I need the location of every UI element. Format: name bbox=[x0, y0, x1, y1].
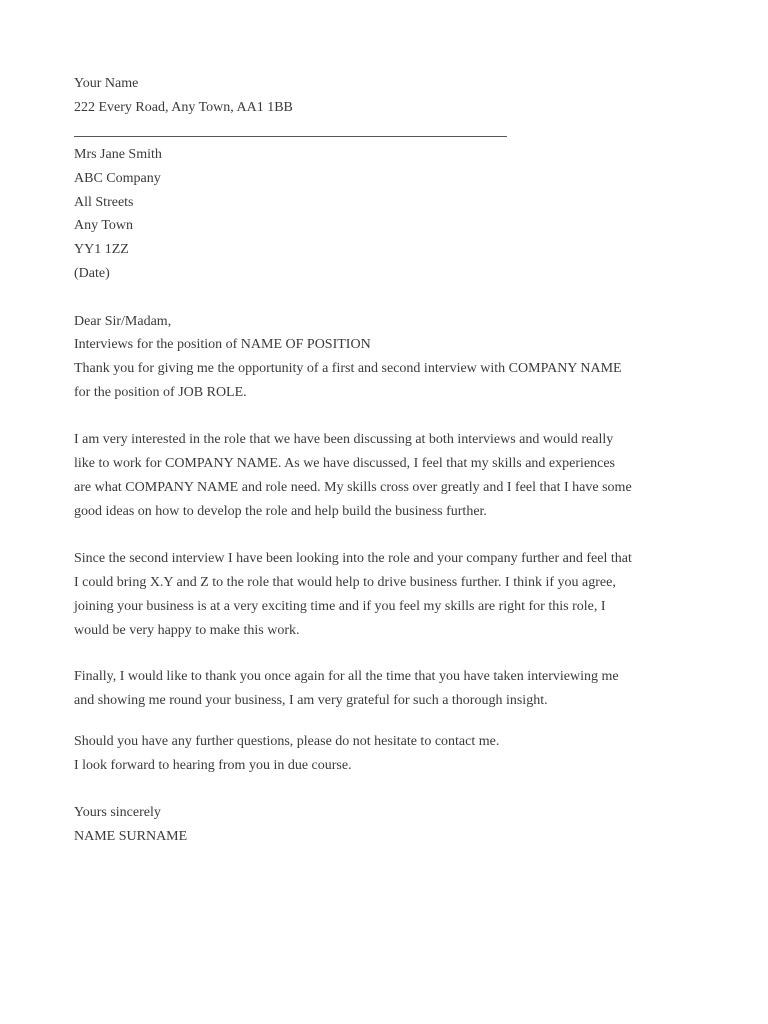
paragraph-3-line: Since the second interview I have been looking into the role and your company further and feel that bbox=[74, 551, 632, 566]
paragraph-3-line: I could bring X.Y and Z to the role that would help to drive business further. I think if you agree, bbox=[74, 575, 616, 590]
header-divider bbox=[74, 136, 507, 137]
sender-address: 222 Every Road, Any Town, AA1 1BB bbox=[74, 100, 293, 115]
closing: Yours sincerely bbox=[74, 805, 161, 820]
paragraph-5-line: Should you have any further questions, please do not hesitate to contact me. bbox=[74, 734, 500, 749]
paragraph-2-line: are what COMPANY NAME and role need. My skills cross over greatly and I feel that I have some bbox=[74, 480, 632, 495]
paragraph-2-line: like to work for COMPANY NAME. As we have discussed, I feel that my skills and experiences bbox=[74, 456, 615, 471]
paragraph-2-line: I am very interested in the role that we have been discussing at both interviews and would really bbox=[74, 432, 614, 447]
sender-name: Your Name bbox=[74, 76, 139, 91]
recipient-name: Mrs Jane Smith bbox=[74, 147, 162, 162]
paragraph-5-line: I look forward to hearing from you in due course. bbox=[74, 758, 352, 773]
recipient-company: ABC Company bbox=[74, 171, 161, 186]
paragraph-3-line: would be very happy to make this work. bbox=[74, 623, 300, 638]
letter-date: (Date) bbox=[74, 266, 110, 281]
recipient-town: Any Town bbox=[74, 218, 134, 233]
paragraph-1-line: for the position of JOB ROLE. bbox=[74, 385, 247, 400]
subject-line: Interviews for the position of NAME OF POSITION bbox=[74, 337, 371, 352]
signature-name: NAME SURNAME bbox=[74, 829, 188, 844]
paragraph-3-line: joining your business is at a very exciting time and if you feel my skills are right for this role, I bbox=[74, 599, 606, 614]
paragraph-2-line: good ideas on how to develop the role and help build the business further. bbox=[74, 504, 487, 519]
recipient-street: All Streets bbox=[74, 195, 134, 210]
paragraph-4-line: and showing me round your business, I am very grateful for such a thorough insight. bbox=[74, 693, 548, 708]
recipient-postcode: YY1 1ZZ bbox=[74, 242, 129, 257]
paragraph-1-line: Thank you for giving me the opportunity of a first and second interview with COMPANY NAME bbox=[74, 361, 622, 376]
salutation: Dear Sir/Madam, bbox=[74, 314, 172, 329]
paragraph-4-line: Finally, I would like to thank you once again for all the time that you have taken interviewing me bbox=[74, 669, 619, 684]
